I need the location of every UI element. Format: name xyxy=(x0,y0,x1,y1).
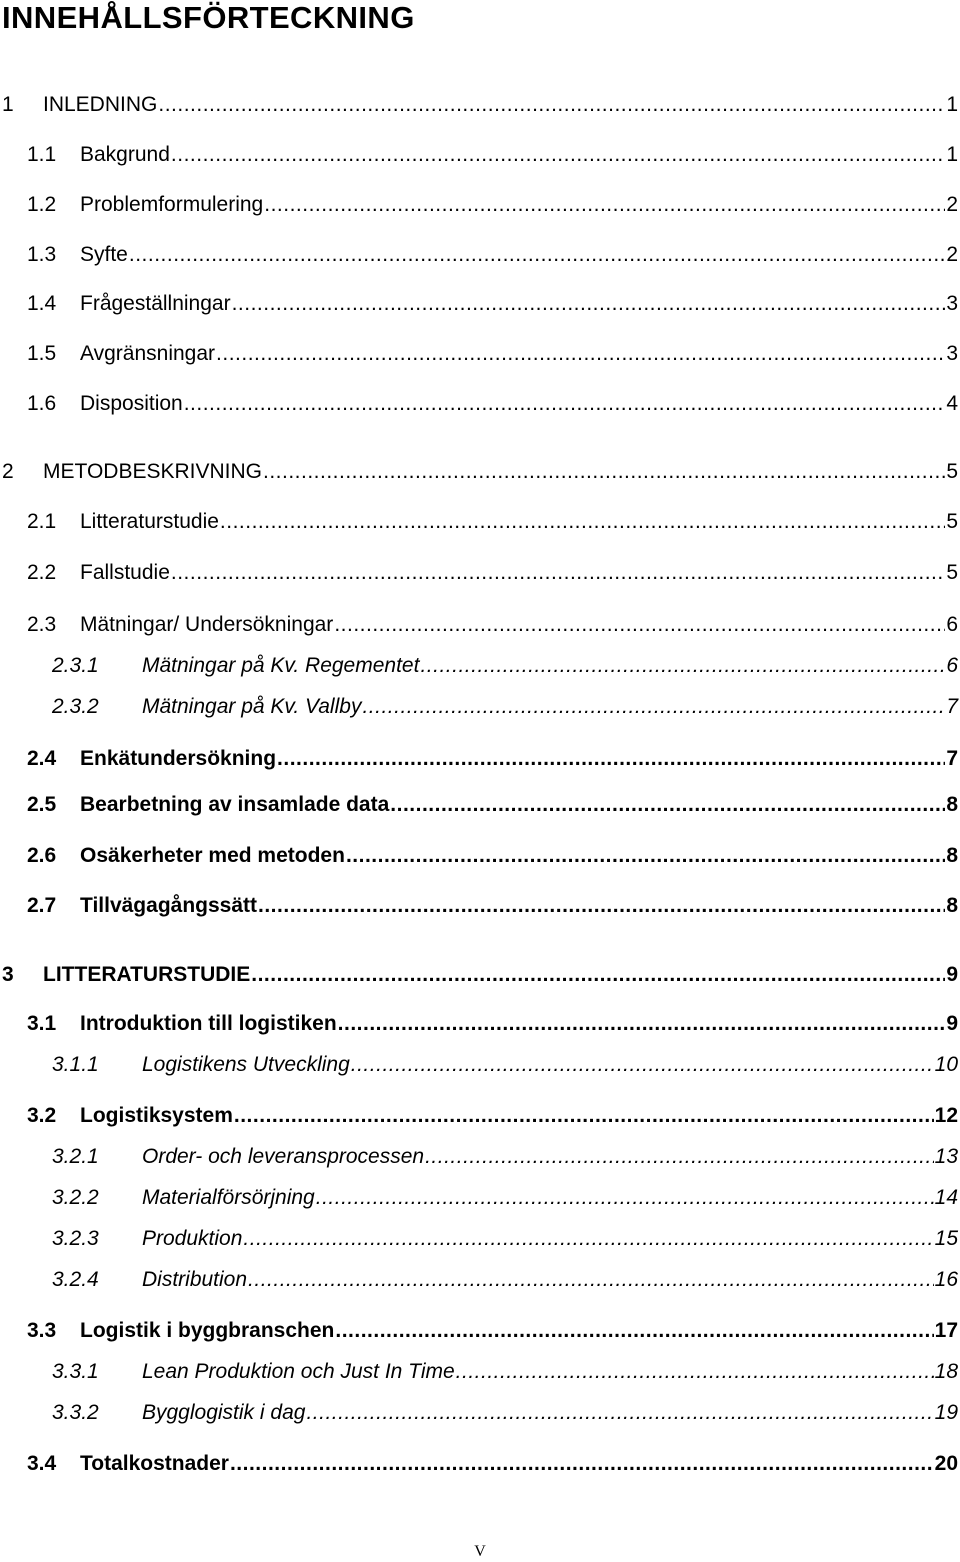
toc-entry-label: Distribution xyxy=(142,1268,248,1291)
toc-entry-label: Litteraturstudie xyxy=(80,510,219,533)
toc-dot-leader xyxy=(334,612,945,638)
toc-entry-number: 3.3 xyxy=(27,1319,57,1342)
toc-entry-number: 1 xyxy=(2,93,14,116)
toc-entry[interactable] xyxy=(27,1318,958,1344)
toc-entry[interactable] xyxy=(27,560,958,586)
toc-entry[interactable] xyxy=(27,792,958,818)
toc-entry-number: 3 xyxy=(2,963,14,986)
toc-entry-label: Problemformulering xyxy=(80,193,264,216)
toc-entry-number: 1.5 xyxy=(27,342,57,365)
toc-dot-leader xyxy=(335,1318,933,1344)
toc-dot-leader xyxy=(390,792,945,818)
toc-entry[interactable] xyxy=(52,1052,958,1078)
toc-entry-page: 8 xyxy=(946,844,958,867)
toc-entry-number: 2.6 xyxy=(27,844,57,867)
toc-entry[interactable] xyxy=(52,1144,958,1170)
toc-entry-label: Osäkerheter med metoden xyxy=(80,844,345,867)
toc-dot-leader xyxy=(171,560,945,586)
toc-dot-leader xyxy=(234,1103,934,1129)
toc-entry[interactable] xyxy=(27,242,958,268)
toc-entry-label: Disposition xyxy=(80,392,183,415)
toc-entry-page: 20 xyxy=(934,1452,958,1475)
toc-entry-number: 3.2.4 xyxy=(52,1268,99,1291)
toc-entry-number: 2.3.2 xyxy=(52,695,99,718)
toc-entry-number: 3.2.3 xyxy=(52,1227,99,1250)
toc-entry-number: 3.1.1 xyxy=(52,1053,99,1076)
toc-entry-number: 3.1 xyxy=(27,1012,57,1035)
toc-entry-page: 19 xyxy=(934,1401,958,1424)
toc-entry-number: 1.6 xyxy=(27,392,57,415)
toc-entry-label: Syfte xyxy=(80,243,128,266)
toc-entry-page: 6 xyxy=(946,654,958,677)
toc-entry-label: Frågeställningar xyxy=(80,292,231,315)
toc-entry[interactable] xyxy=(52,694,958,720)
toc-entry-number: 3.3.2 xyxy=(52,1401,99,1424)
toc-entry-page: 1 xyxy=(946,143,958,166)
toc-entry-page: 2 xyxy=(946,193,958,216)
toc-entry-label: Logistikens Utveckling xyxy=(142,1053,350,1076)
toc-entry-label: LITTERATURSTUDIE xyxy=(43,963,251,986)
toc-entry[interactable] xyxy=(27,291,958,317)
toc-dot-leader xyxy=(338,1011,946,1037)
toc-entry-page: 18 xyxy=(934,1360,958,1383)
toc-entry-label: METODBESKRIVNING xyxy=(43,460,262,483)
toc-dot-leader xyxy=(232,291,946,317)
toc-entry-number: 3.4 xyxy=(27,1452,57,1475)
toc-entry[interactable] xyxy=(2,92,958,118)
toc-entry[interactable] xyxy=(27,612,958,638)
toc-entry[interactable] xyxy=(52,1185,958,1211)
toc-entry-page: 17 xyxy=(934,1319,958,1342)
toc-dot-leader xyxy=(263,459,945,485)
toc-entry[interactable] xyxy=(52,1359,958,1385)
toc-entry[interactable] xyxy=(52,1267,958,1293)
toc-entry-label: Totalkostnader xyxy=(80,1452,229,1475)
toc-entry-number: 2.5 xyxy=(27,793,57,816)
toc-entry-number: 2.1 xyxy=(27,510,57,533)
toc-entry-label: Tillvägagångssätt xyxy=(80,894,258,917)
toc-entry[interactable] xyxy=(2,459,958,485)
toc-entry-page: 7 xyxy=(946,747,958,770)
toc-dot-leader xyxy=(230,1451,934,1477)
toc-entry-page: 10 xyxy=(934,1053,958,1076)
toc-dot-leader xyxy=(158,92,945,118)
toc-entry[interactable] xyxy=(52,1400,958,1426)
toc-entry-number: 3.3.1 xyxy=(52,1360,99,1383)
toc-dot-leader xyxy=(456,1359,934,1385)
toc-entry[interactable] xyxy=(27,509,958,535)
toc-dot-leader xyxy=(306,1400,933,1426)
toc-entry-page: 13 xyxy=(934,1145,958,1168)
toc-dot-leader xyxy=(220,509,945,535)
toc-entry-label: Mätningar/ Undersökningar xyxy=(80,613,334,636)
toc-dot-leader xyxy=(129,242,945,268)
toc-dot-leader xyxy=(171,142,945,168)
toc-entry[interactable] xyxy=(27,391,958,417)
toc-entry-page: 3 xyxy=(946,292,958,315)
toc-entry-label: INLEDNING xyxy=(43,93,158,116)
toc-entry-label: Introduktion till logistiken xyxy=(80,1012,337,1035)
toc-entry-number: 1.3 xyxy=(27,243,57,266)
toc-entry[interactable] xyxy=(27,1451,958,1477)
toc-entry-label: Bakgrund xyxy=(80,143,170,166)
toc-entry-page: 5 xyxy=(946,561,958,584)
toc-entry-label: Mätningar på Kv. Vallby xyxy=(142,695,362,718)
toc-dot-leader xyxy=(420,653,945,679)
toc-entry-number: 3.2.1 xyxy=(52,1145,99,1168)
toc-entry-page: 8 xyxy=(946,894,958,917)
toc-entry[interactable] xyxy=(52,653,958,679)
toc-dot-leader xyxy=(346,843,945,869)
toc-dot-leader xyxy=(243,1226,933,1252)
toc-entry-label: Lean Produktion och Just In Time xyxy=(142,1360,455,1383)
toc-dot-leader xyxy=(425,1144,934,1170)
toc-entry[interactable] xyxy=(27,192,958,218)
toc-entry-page: 9 xyxy=(946,963,958,986)
toc-entry-number: 2 xyxy=(2,460,14,483)
toc-entry-number: 1.4 xyxy=(27,292,57,315)
toc-dot-leader xyxy=(277,746,945,772)
toc-entry-page: 5 xyxy=(946,510,958,533)
toc-entry-number: 2.3.1 xyxy=(52,654,99,677)
toc-heading: INNEHÅLLSFÖRTECKNING xyxy=(2,0,415,35)
toc-dot-leader xyxy=(216,341,945,367)
toc-entry-number: 2.4 xyxy=(27,747,57,770)
toc-entry-page: 5 xyxy=(946,460,958,483)
toc-entry[interactable] xyxy=(27,341,958,367)
toc-entry-number: 3.2 xyxy=(27,1104,57,1127)
toc-entry-page: 3 xyxy=(946,342,958,365)
toc-entry[interactable] xyxy=(27,1103,958,1129)
toc-entry-label: Fallstudie xyxy=(80,561,170,584)
toc-entry-number: 2.3 xyxy=(27,613,57,636)
toc-entry-label: Avgränsningar xyxy=(80,342,216,365)
toc-entry-label: Logistiksystem xyxy=(80,1104,233,1127)
toc-entry-label: Enkätundersökning xyxy=(80,747,277,770)
toc-entry-label: Bearbetning av insamlade data xyxy=(80,793,390,816)
toc-entry-number: 1.1 xyxy=(27,143,57,166)
toc-entry-page: 12 xyxy=(934,1104,958,1127)
toc-entry-page: 15 xyxy=(934,1227,958,1250)
toc-entry-number: 2.7 xyxy=(27,894,57,917)
toc-entry[interactable] xyxy=(27,1011,958,1037)
toc-entry-label: Order- och leveransprocessen xyxy=(142,1145,425,1168)
toc-entry-page: 4 xyxy=(946,392,958,415)
toc-entry-page: 1 xyxy=(946,93,958,116)
toc-dot-leader xyxy=(316,1185,934,1211)
toc-entry-label: Produktion xyxy=(142,1227,243,1250)
toc-entry-number: 3.2.2 xyxy=(52,1186,99,1209)
toc-entry-label: Logistik i byggbranschen xyxy=(80,1319,335,1342)
toc-entry-label: Mätningar på Kv. Regementet xyxy=(142,654,420,677)
toc-dot-leader xyxy=(264,192,945,218)
toc-entry-number: 1.2 xyxy=(27,193,57,216)
toc-entry[interactable] xyxy=(27,142,958,168)
toc-entry[interactable] xyxy=(27,746,958,772)
toc-entry[interactable] xyxy=(27,893,958,919)
toc-entry[interactable] xyxy=(2,962,958,988)
toc-entry-label: Bygglogistik i dag xyxy=(142,1401,306,1424)
toc-dot-leader xyxy=(248,1267,934,1293)
toc-entry[interactable] xyxy=(27,843,958,869)
toc-entry-page: 6 xyxy=(946,613,958,636)
toc-entry-page: 2 xyxy=(946,243,958,266)
toc-entry-page: 8 xyxy=(946,793,958,816)
toc-entry-page: 14 xyxy=(934,1186,958,1209)
toc-entry-page: 7 xyxy=(946,695,958,718)
toc-dot-leader xyxy=(251,962,945,988)
page-number: V xyxy=(474,1543,486,1560)
toc-entry-page: 16 xyxy=(934,1268,958,1291)
toc-entry-label: Materialförsörjning xyxy=(142,1186,315,1209)
toc-entry[interactable] xyxy=(52,1226,958,1252)
toc-dot-leader xyxy=(184,391,946,417)
toc-dot-leader xyxy=(362,694,945,720)
toc-dot-leader xyxy=(351,1052,934,1078)
toc-entry-number: 2.2 xyxy=(27,561,57,584)
toc-dot-leader xyxy=(258,893,945,919)
toc-entry-page: 9 xyxy=(946,1012,958,1035)
